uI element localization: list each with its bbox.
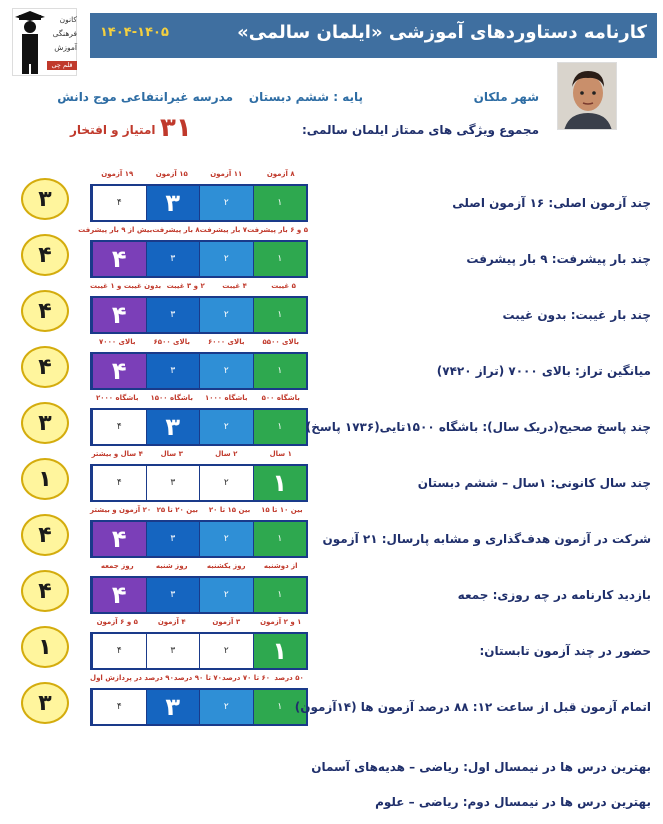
level-cell: ۳ <box>146 298 200 332</box>
level-label: بین ۱۵ تا ۲۰ <box>208 506 251 514</box>
achievement-row <box>0 616 663 672</box>
achievement-row <box>0 336 663 392</box>
level-label: ۴ آزمون <box>157 618 186 626</box>
level-labels <box>90 338 308 350</box>
logo-line: فرهنگی <box>52 29 77 38</box>
level-grid <box>90 688 308 726</box>
achievement-question: چند بار پیشرفت: ۹ بار پیشرفت <box>466 252 651 266</box>
achievement-question: حضور در چند آزمون تابستان: <box>479 644 651 658</box>
level-cell: ۴ <box>92 466 146 500</box>
logo-line: آموزش <box>54 43 77 52</box>
logo-frame <box>12 8 77 76</box>
level-cell: ۱ <box>253 354 307 388</box>
achievement-question: اتمام آزمون قبل از ساعت ۱۲: ۸۸ درصد آزمون ها (۱۴آزمون) <box>294 700 651 714</box>
row-score-circle: ۴ <box>21 570 69 612</box>
achievement-row <box>0 448 663 504</box>
level-label: ۸ آزمون <box>266 170 295 178</box>
level-label: از دوشنبه <box>263 562 298 570</box>
achievement-question: چند پاسخ صحیح(دریک سال): باشگاه ۱۵۰۰تایی(۱۷۳۶ پاسخ) <box>305 420 651 434</box>
level-cell-achieved: ۳ <box>146 690 200 724</box>
level-cell: ۴ <box>92 410 146 444</box>
level-label: بالای ۷۰۰۰ <box>99 338 136 346</box>
level-labels <box>90 170 308 182</box>
achievement-row <box>0 392 663 448</box>
level-cell-achieved: ۱ <box>253 634 307 668</box>
achievement-question: چند سال کانونی: ۱سال – ششم دبستان <box>417 476 651 490</box>
level-grid <box>90 520 308 558</box>
level-grid <box>90 184 308 222</box>
level-label: ۱۹ آزمون <box>101 170 134 178</box>
level-labels <box>90 674 308 686</box>
achievement-row <box>0 672 663 728</box>
level-cell: ۱ <box>253 410 307 444</box>
level-cell: ۲ <box>199 298 253 332</box>
level-grid <box>90 576 308 614</box>
level-label: بالای ۶۵۰۰ <box>153 338 190 346</box>
level-cell-achieved: ۳ <box>146 410 200 444</box>
level-labels <box>90 506 308 518</box>
achievement-row <box>0 504 663 560</box>
level-label: ۷۰ تا ۹۰ درصد <box>173 674 222 682</box>
level-label: ۷ بار پیشرفت <box>199 226 248 234</box>
level-cell: ۱ <box>253 578 307 612</box>
logo-line: کانون <box>59 15 77 24</box>
level-label: ۵ غیبت <box>271 282 296 290</box>
achievement-question: چند آزمون اصلی: ۱۶ آزمون اصلی <box>452 196 651 210</box>
level-cell: ۳ <box>146 578 200 612</box>
level-cell: ۳ <box>146 634 200 668</box>
level-label: ۴ سال و بیشتر <box>91 450 143 458</box>
level-labels <box>78 226 308 238</box>
achievement-row <box>0 560 663 616</box>
level-label: باشگاه ۲۰۰۰ <box>95 394 139 402</box>
level-label: ۳ سال <box>160 450 183 458</box>
level-label: ۹۰ درصد در پردازش اول <box>90 674 174 682</box>
level-label: ۲ و ۳ غیبت <box>166 282 205 290</box>
level-label: روز جمعه <box>100 562 134 570</box>
achievement-question: چند بار غیبت: بدون غیبت <box>502 308 651 322</box>
features-label: مجموع ویژگی های ممتاز ایلمان سالمی: <box>302 123 539 137</box>
row-score-circle: ۴ <box>21 290 69 332</box>
level-label: ۲ سال <box>215 450 238 458</box>
student-photo <box>557 62 617 130</box>
level-cell: ۲ <box>199 690 253 724</box>
level-grid <box>90 240 308 278</box>
level-label: بین ۱۰ تا ۱۵ <box>261 506 303 514</box>
level-label: بیش از ۹ بار پیشرفت <box>78 226 153 234</box>
best-subjects-second-semester: بهترین درس ها در نیمسال دوم: ریاضی – علوم <box>375 795 651 809</box>
level-cell-achieved: ۴ <box>92 242 146 276</box>
level-cell: ۴ <box>92 690 146 724</box>
row-score-circle: ۱ <box>21 458 69 500</box>
level-label: روز یکشنبه <box>206 562 246 570</box>
level-cell: ۲ <box>199 466 253 500</box>
level-label: ۸ بار پیشرفت <box>152 226 200 234</box>
achievement-question: شرکت در آزمون هدف‌گذاری و مشابه پارسال: ۲۱ آزمون <box>322 532 651 546</box>
total-score: ۳۱ <box>160 113 192 143</box>
level-cell: ۳ <box>146 522 200 556</box>
level-grid <box>90 296 308 334</box>
student-school: مدرسه غیرانتفاعی موج دانش <box>57 90 233 104</box>
level-labels <box>90 282 308 294</box>
level-label: بالای ۵۵۰۰ <box>262 338 299 346</box>
level-cell: ۴ <box>92 634 146 668</box>
level-label: بالای ۶۰۰۰ <box>208 338 245 346</box>
level-cell-achieved: ۴ <box>92 578 146 612</box>
page-title: کارنامه دستاوردهای آموزشی «ایلمان سالمی» <box>237 22 647 43</box>
level-cell: ۳ <box>146 354 200 388</box>
level-cell: ۲ <box>199 354 253 388</box>
level-cell: ۳ <box>146 466 200 500</box>
row-score-circle: ۳ <box>21 682 69 724</box>
level-cell: ۲ <box>199 634 253 668</box>
achievement-question: میانگین تراز: بالای ۷۰۰۰ (تراز ۷۴۲۰) <box>436 364 651 378</box>
level-label: ۳ آزمون <box>212 618 241 626</box>
level-cell: ۲ <box>199 186 253 220</box>
row-score-circle: ۴ <box>21 514 69 556</box>
level-label: ۵ و ۶ بار پیشرفت <box>247 226 308 234</box>
level-labels <box>90 618 308 630</box>
level-grid <box>90 408 308 446</box>
level-label: ۲۰ آزمون و بیشتر <box>90 506 152 514</box>
level-cell-achieved: ۱ <box>253 466 307 500</box>
graduate-figure-icon <box>13 9 47 75</box>
level-grid <box>90 464 308 502</box>
level-labels <box>90 450 308 462</box>
level-label: ۵۰ درصد <box>274 674 304 682</box>
level-label: روز شنبه <box>155 562 188 570</box>
level-cell: ۲ <box>199 522 253 556</box>
level-label: ۶۰ تا ۷۰ درصد <box>221 674 271 682</box>
row-score-circle: ۴ <box>21 346 69 388</box>
header-banner <box>90 13 657 58</box>
student-avatar-icon <box>558 63 617 130</box>
achievement-row <box>0 168 663 224</box>
achievement-question: بازدید کارنامه در چه روزی: جمعه <box>457 588 651 602</box>
level-label: باشگاه ۱۵۰۰ <box>150 394 193 402</box>
level-label: باشگاه ۱۰۰۰ <box>204 394 248 402</box>
level-grid <box>90 632 308 670</box>
level-cell: ۱ <box>253 298 307 332</box>
level-cell: ۱ <box>253 690 307 724</box>
level-cell-achieved: ۴ <box>92 354 146 388</box>
level-label: ۱۵ آزمون <box>155 170 188 178</box>
best-subjects-first-semester: بهترین درس ها در نیمسال اول: ریاضی – هدیه‌های آسمان <box>311 760 651 774</box>
level-label: ۱ و ۲ آزمون <box>260 618 302 626</box>
student-grade: پایه : ششم دبستان <box>248 90 363 104</box>
level-label: ۵ و ۶ آزمون <box>96 618 138 626</box>
level-label: ۴ غیبت <box>222 282 247 290</box>
level-labels <box>90 394 308 406</box>
level-label: بدون غیبت و ۱ غیبت <box>89 282 162 290</box>
total-score-label: امتیاز و افتخار <box>70 123 156 137</box>
level-cell: ۳ <box>146 242 200 276</box>
level-cell-achieved: ۳ <box>146 186 200 220</box>
level-cell: ۲ <box>199 242 253 276</box>
level-label: ۱۱ آزمون <box>210 170 243 178</box>
level-labels <box>90 562 308 574</box>
logo-badge: قلم چی <box>47 61 77 70</box>
level-cell: ۱ <box>253 522 307 556</box>
student-city: شهر ملکان <box>473 90 539 104</box>
row-score-circle: ۳ <box>21 402 69 444</box>
row-score-circle: ۳ <box>21 178 69 220</box>
level-label: بین ۲۰ تا ۲۵ <box>156 506 199 514</box>
level-cell: ۲ <box>199 578 253 612</box>
level-cell: ۴ <box>92 186 146 220</box>
achievement-row <box>0 224 663 280</box>
level-cell-achieved: ۴ <box>92 522 146 556</box>
level-grid <box>90 352 308 390</box>
level-cell: ۱ <box>253 242 307 276</box>
level-cell: ۱ <box>253 186 307 220</box>
level-label: باشگاه ۵۰۰ <box>261 394 300 402</box>
academic-year: ۱۴۰۴-۱۴۰۵ <box>100 25 169 40</box>
achievement-row <box>0 280 663 336</box>
level-cell-achieved: ۴ <box>92 298 146 332</box>
kanoon-logo <box>12 8 77 76</box>
row-score-circle: ۴ <box>21 234 69 276</box>
level-label: ۱ سال <box>269 450 292 458</box>
row-score-circle: ۱ <box>21 626 69 668</box>
level-cell: ۲ <box>199 410 253 444</box>
